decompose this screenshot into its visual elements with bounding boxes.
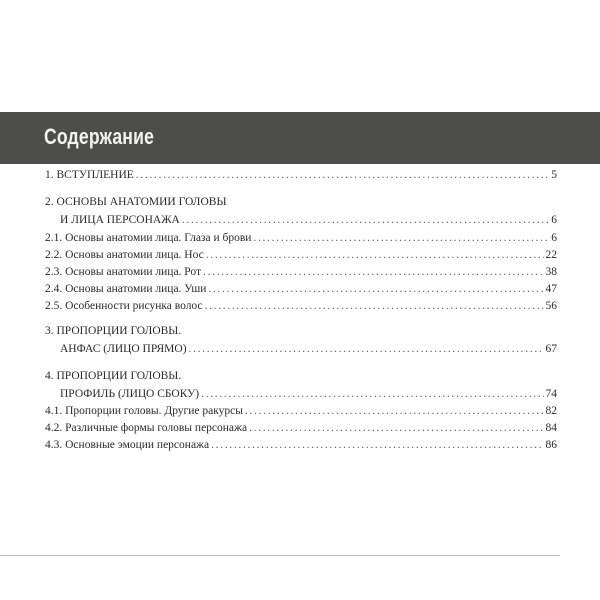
toc-entry-page: 47	[545, 283, 557, 295]
bottom-divider	[0, 555, 560, 556]
toc-entry-page: 5	[551, 169, 557, 181]
toc-entry-2-1[interactable]	[45, 230, 557, 246]
toc-entry-2-5[interactable]	[45, 298, 557, 314]
toc-entry-4-line1	[45, 368, 557, 384]
toc-entry-title: 4.1. Пропорции головы. Другие ракурсы	[45, 405, 243, 417]
toc-entry-3[interactable]	[45, 341, 557, 357]
toc-entry-title: 2.4. Основы анатомии лица. Уши	[45, 283, 207, 295]
toc-entry-1[interactable]	[45, 167, 557, 183]
toc-entry-page: 86	[545, 439, 557, 451]
toc-leader-dots	[206, 247, 544, 263]
toc-entry-title: ПРОФИЛЬ (ЛИЦО СБОКУ)	[60, 388, 200, 400]
toc-entry-4-2[interactable]	[45, 420, 557, 436]
toc-entry-2-2[interactable]	[45, 247, 557, 263]
toc-entry-title: 2.3. Основы анатомии лица. Рот	[45, 266, 202, 278]
toc-entry-page: 67	[545, 343, 557, 355]
toc-entry-title: 4.3. Основные эмоции персонажа	[45, 439, 210, 451]
toc-entry-title: 1. ВСТУПЛЕНИЕ	[45, 169, 134, 181]
toc-entry-page: 38	[545, 266, 557, 278]
toc-entry-4[interactable]	[45, 386, 557, 402]
toc-leader-dots	[201, 386, 543, 402]
toc-leader-dots	[182, 212, 549, 228]
toc-leader-dots	[253, 230, 549, 246]
toc-entry-2-3[interactable]	[45, 264, 557, 280]
toc-entry-page: 84	[545, 422, 557, 434]
toc-entry-page: 6	[551, 214, 557, 226]
toc-entry-title: И ЛИЦА ПЕРСОНАЖА	[60, 214, 180, 226]
toc-entry-title: 2. ОСНОВЫ АНАТОМИИ ГОЛОВЫ	[45, 196, 227, 208]
toc-entry-title: 4. ПРОПОРЦИИ ГОЛОВЫ.	[45, 370, 182, 382]
toc-entry-title: АНФАС (ЛИЦО ПРЯМО)	[60, 343, 187, 355]
toc-entry-4-1[interactable]	[45, 403, 557, 419]
toc-leader-dots	[249, 420, 543, 436]
toc-entry-page: 82	[545, 405, 557, 417]
toc-entry-page: 22	[545, 249, 557, 261]
toc-leader-dots	[211, 437, 543, 453]
toc-entry-2[interactable]	[45, 212, 557, 228]
toc-leader-dots	[205, 298, 544, 314]
toc-leader-dots	[136, 167, 549, 183]
toc-entry-page: 6	[551, 232, 557, 244]
toc-entry-4-3[interactable]	[45, 437, 557, 453]
toc-entry-title: 2.1. Основы анатомии лица. Глаза и брови	[45, 232, 252, 244]
toc-entry-title: 2.2. Основы анатомии лица. Нос	[45, 249, 204, 261]
toc-leader-dots	[245, 403, 544, 419]
toc-leader-dots	[203, 264, 543, 280]
toc-entry-title: 3. ПРОПОРЦИИ ГОЛОВЫ.	[45, 325, 182, 337]
toc-entry-page: 56	[545, 300, 557, 312]
toc-leader-dots	[208, 281, 543, 297]
toc-entry-3-line1	[45, 323, 557, 339]
page-title: Содержание	[44, 124, 155, 149]
toc-entry-title: 4.2. Различные формы головы персонажа	[45, 422, 248, 434]
toc-entry-2-line1	[45, 194, 557, 210]
toc-entry-page: 74	[545, 388, 557, 400]
toc-entry-2-4[interactable]	[45, 281, 557, 297]
toc-entry-title: 2.5. Особенности рисунка волос	[45, 300, 203, 312]
toc-leader-dots	[189, 341, 544, 357]
